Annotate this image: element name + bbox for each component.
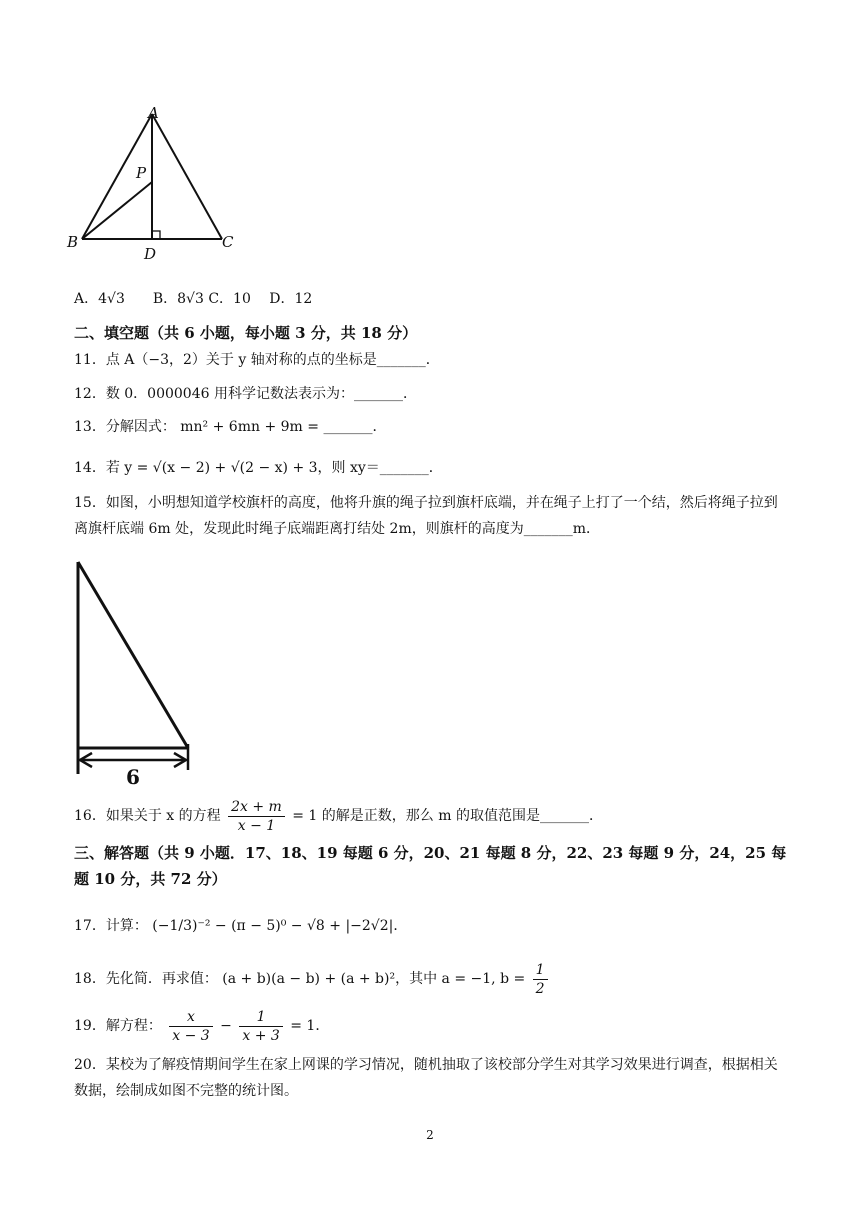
q16-frac-num: 2x + m xyxy=(228,798,285,817)
question-12: 12．数 0．0000046 用科学记数法表示为：_______． xyxy=(74,386,417,402)
section-2-title: 二、填空题（共 6 小题，每小题 3 分，共 18 分） xyxy=(74,324,418,342)
question-17: 17．计算： (−1/3)⁻² − (π − 5)⁰ − √8 + |−2√2|． xyxy=(74,918,408,934)
q16-frac-den: x − 1 xyxy=(237,817,276,834)
q18-frac-den: 2 xyxy=(535,980,545,997)
triangle-figure xyxy=(64,104,244,266)
q19-fraction-1 xyxy=(169,1008,212,1045)
q18-frac-num: 1 xyxy=(533,961,548,980)
q18-fraction xyxy=(533,961,548,998)
q10-options: A．4√3 B．8√3 C．10 D．12 xyxy=(74,291,313,307)
question-13: 13．分解因式： mn² + 6mn + 9m = _______． xyxy=(74,419,387,435)
section-3-title: 三、解答题（共 9 小题．17、18、19 每题 6 分，20、21 每题 8 分，22、23 每题 9 分，24，25 每题 10 分，共 72 分） xyxy=(74,844,787,888)
q19-minus: − xyxy=(220,1018,232,1034)
page-number: 2 xyxy=(426,1128,434,1142)
flagpole-figure xyxy=(68,556,198,786)
q19-f1-den: x − 3 xyxy=(172,1027,210,1044)
question-19 xyxy=(74,1006,329,1046)
label-c: C xyxy=(222,233,234,251)
q19-f1-num: x xyxy=(169,1008,212,1027)
q19-f2-den: x + 3 xyxy=(242,1027,280,1044)
question-15: 15．如图，小明想知道学校旗杆的高度，他将升旗的绳子拉到旗杆底端，并在绳子上打了一个结，然后将绳子拉到离旗杆底端 6m 处，发现此时绳子底端距离打结处 2m，则旗杆的高度为_______m． xyxy=(74,495,778,537)
question-16 xyxy=(74,796,603,836)
q19-f2-num: 1 xyxy=(239,1008,282,1027)
q19-prefix: 19．解方程： xyxy=(74,1018,162,1034)
q16-prefix: 16．如果关于 x 的方程 xyxy=(74,808,221,824)
question-11: 11．点 A（−3，2）关于 y 轴对称的点的坐标是_______． xyxy=(74,352,440,368)
q19-suffix: = 1． xyxy=(290,1018,330,1034)
label-b: B xyxy=(67,233,79,251)
label-d: D xyxy=(144,245,157,263)
q18-prefix: 18．先化简．再求值： (a + b)(a − b) + (a + b)²，其中 a = −1, b = xyxy=(74,971,526,987)
q19-fraction-2 xyxy=(239,1008,282,1045)
label-a: A xyxy=(148,104,159,122)
label-6: 6 xyxy=(126,765,140,786)
question-20: 20．某校为了解疫情期间学生在家上网课的学习情况，随机抽取了该校部分学生对其学习效果进行调查，根据相关数据，绘制成如图不完整的统计图。 xyxy=(74,1057,778,1099)
q16-fraction xyxy=(228,798,285,835)
label-p: P xyxy=(136,164,147,182)
q16-suffix: = 1 的解是正数，那么 m 的取值范围是_______． xyxy=(292,808,603,824)
question-18 xyxy=(74,959,551,999)
question-14: 14．若 y = √(x − 2) + √(2 − x) + 3，则 xy＝_______． xyxy=(74,460,443,476)
